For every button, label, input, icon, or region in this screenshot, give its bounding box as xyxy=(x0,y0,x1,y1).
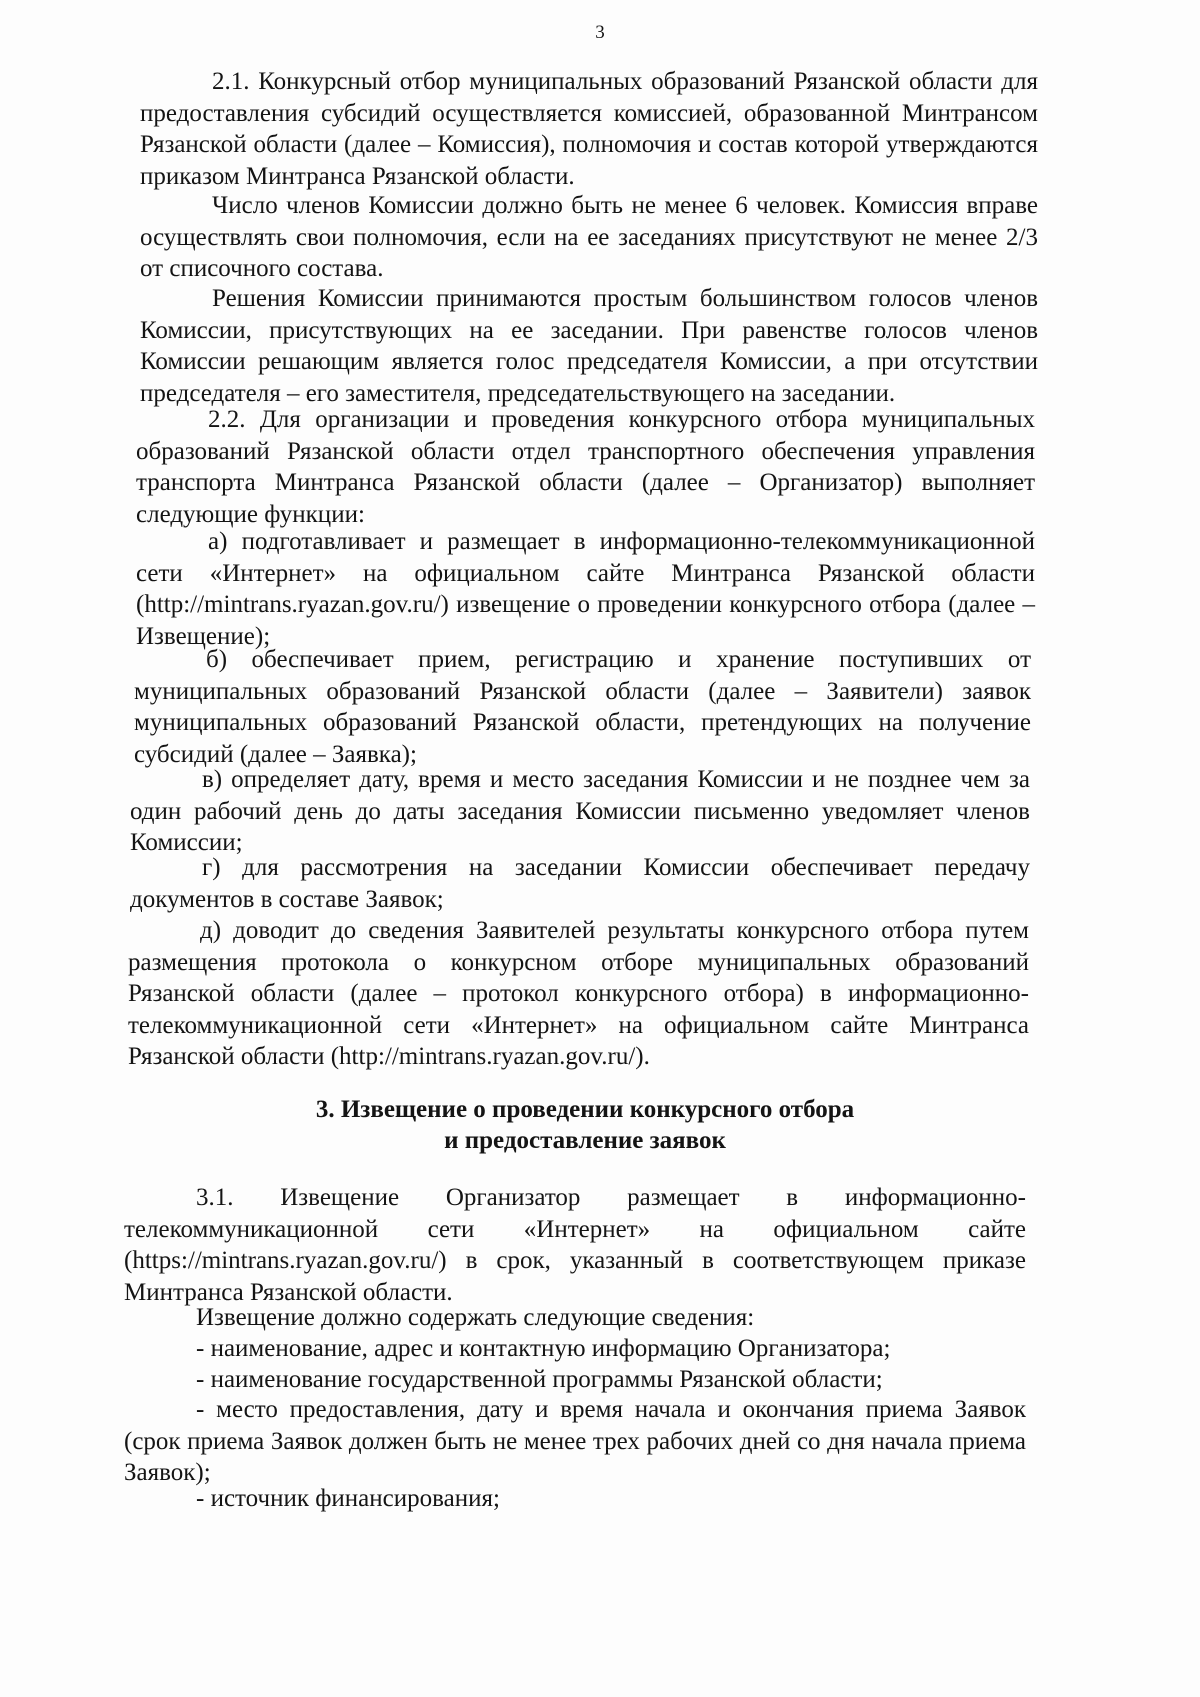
paragraph-2-1: 2.1. Конкурсный отбор муниципальных образований Рязанской области для предоставления субсидий осуществляется комиссией, образованной Минтрансом Рязанской области (далее – Комиссия), полномочия и состав которой утверждаются приказом Минтранса Рязанской области. xyxy=(140,68,1038,190)
heading-line-1: 3. Извещение о проведении конкурсного отбора xyxy=(315,1096,855,1123)
notice-list-item: - наименование государственной программы Рязанской области; xyxy=(196,1366,883,1393)
paragraph-commission-members: Число членов Комиссии должно быть не менее 6 человек. Комиссия вправе осуществлять свои полномочия, если на ее заседаниях присутствуют не менее 2/3 от списочного состава. xyxy=(140,192,1038,282)
notice-list-item: - место предоставления, дату и время начала и окончания приема Заявок (срок приема Заявок должен быть не менее трех рабочих дней со дня начала приема Заявок); xyxy=(124,1396,1026,1486)
notice-list-item: - источник финансирования; xyxy=(196,1485,500,1512)
notice-list-item: - наименование, адрес и контактную информацию Организатора; xyxy=(196,1335,891,1362)
paragraph-notice-intro: Извещение должно содержать следующие сведения: xyxy=(196,1304,755,1331)
page-number: 3 xyxy=(595,22,605,43)
paragraph-commission-decisions: Решения Комиссии принимаются простым большинством голосов членов Комиссии, присутствующих на ее заседании. При равенстве голосов членов Комиссии решающим является голос председателя Комиссии, а при отсутствии председателя – его заместителя, председательствующего на заседании. xyxy=(140,285,1038,407)
section-3-heading xyxy=(140,1094,1030,1156)
paragraph-2-2: 2.2. Для организации и проведения конкурсного отбора муниципальных образований Рязанской области отдел транспортного обеспечения управления транспорта Минтранса Рязанской области (далее – Организатор) выполняет следующие функции: xyxy=(136,406,1035,528)
list-item-b: б) обеспечивает прием, регистрацию и хранение поступивших от муниципальных образований Рязанской области (далее – Заявители) заявок муниципальных образований Рязанской области, претендующих на получение субсидий (далее – Заявка); xyxy=(134,646,1031,768)
paragraph-3-1: 3.1. Извещение Организатор размещает в информационно-телекоммуникационной сети «Интернет» на официальном сайте (https://mintrans.ryazan.gov.ru/) в срок, указанный в соответствующем приказе Минтранса Рязанской области. xyxy=(124,1184,1026,1306)
list-item-d: д) доводит до сведения Заявителей результаты конкурсного отбора путем размещения протокола о конкурсном отборе муниципальных образований Рязанской области (далее – протокол конкурсного отбора) в информационно-телекоммуникационной сети «Интернет» на официальном сайте Минтранса Рязанской области (http://mintrans.ryazan.gov.ru/). xyxy=(128,917,1029,1070)
list-item-v: в) определяет дату, время и место заседания Комиссии и не позднее чем за один рабочий день до даты заседания Комиссии письменно уведомляет членов Комиссии; xyxy=(130,766,1030,856)
list-item-a: а) подготавливает и размещает в информационно-телекоммуникационной сети «Интернет» на официальном сайте Минтранса Рязанской области (http://mintrans.ryazan.gov.ru/) извещение о проведении конкурсного отбора (далее – Извещение); xyxy=(136,528,1035,650)
heading-line-2: и предоставление заявок xyxy=(444,1127,726,1154)
list-item-g: г) для рассмотрения на заседании Комиссии обеспечивает передачу документов в составе Заявок; xyxy=(130,854,1030,913)
